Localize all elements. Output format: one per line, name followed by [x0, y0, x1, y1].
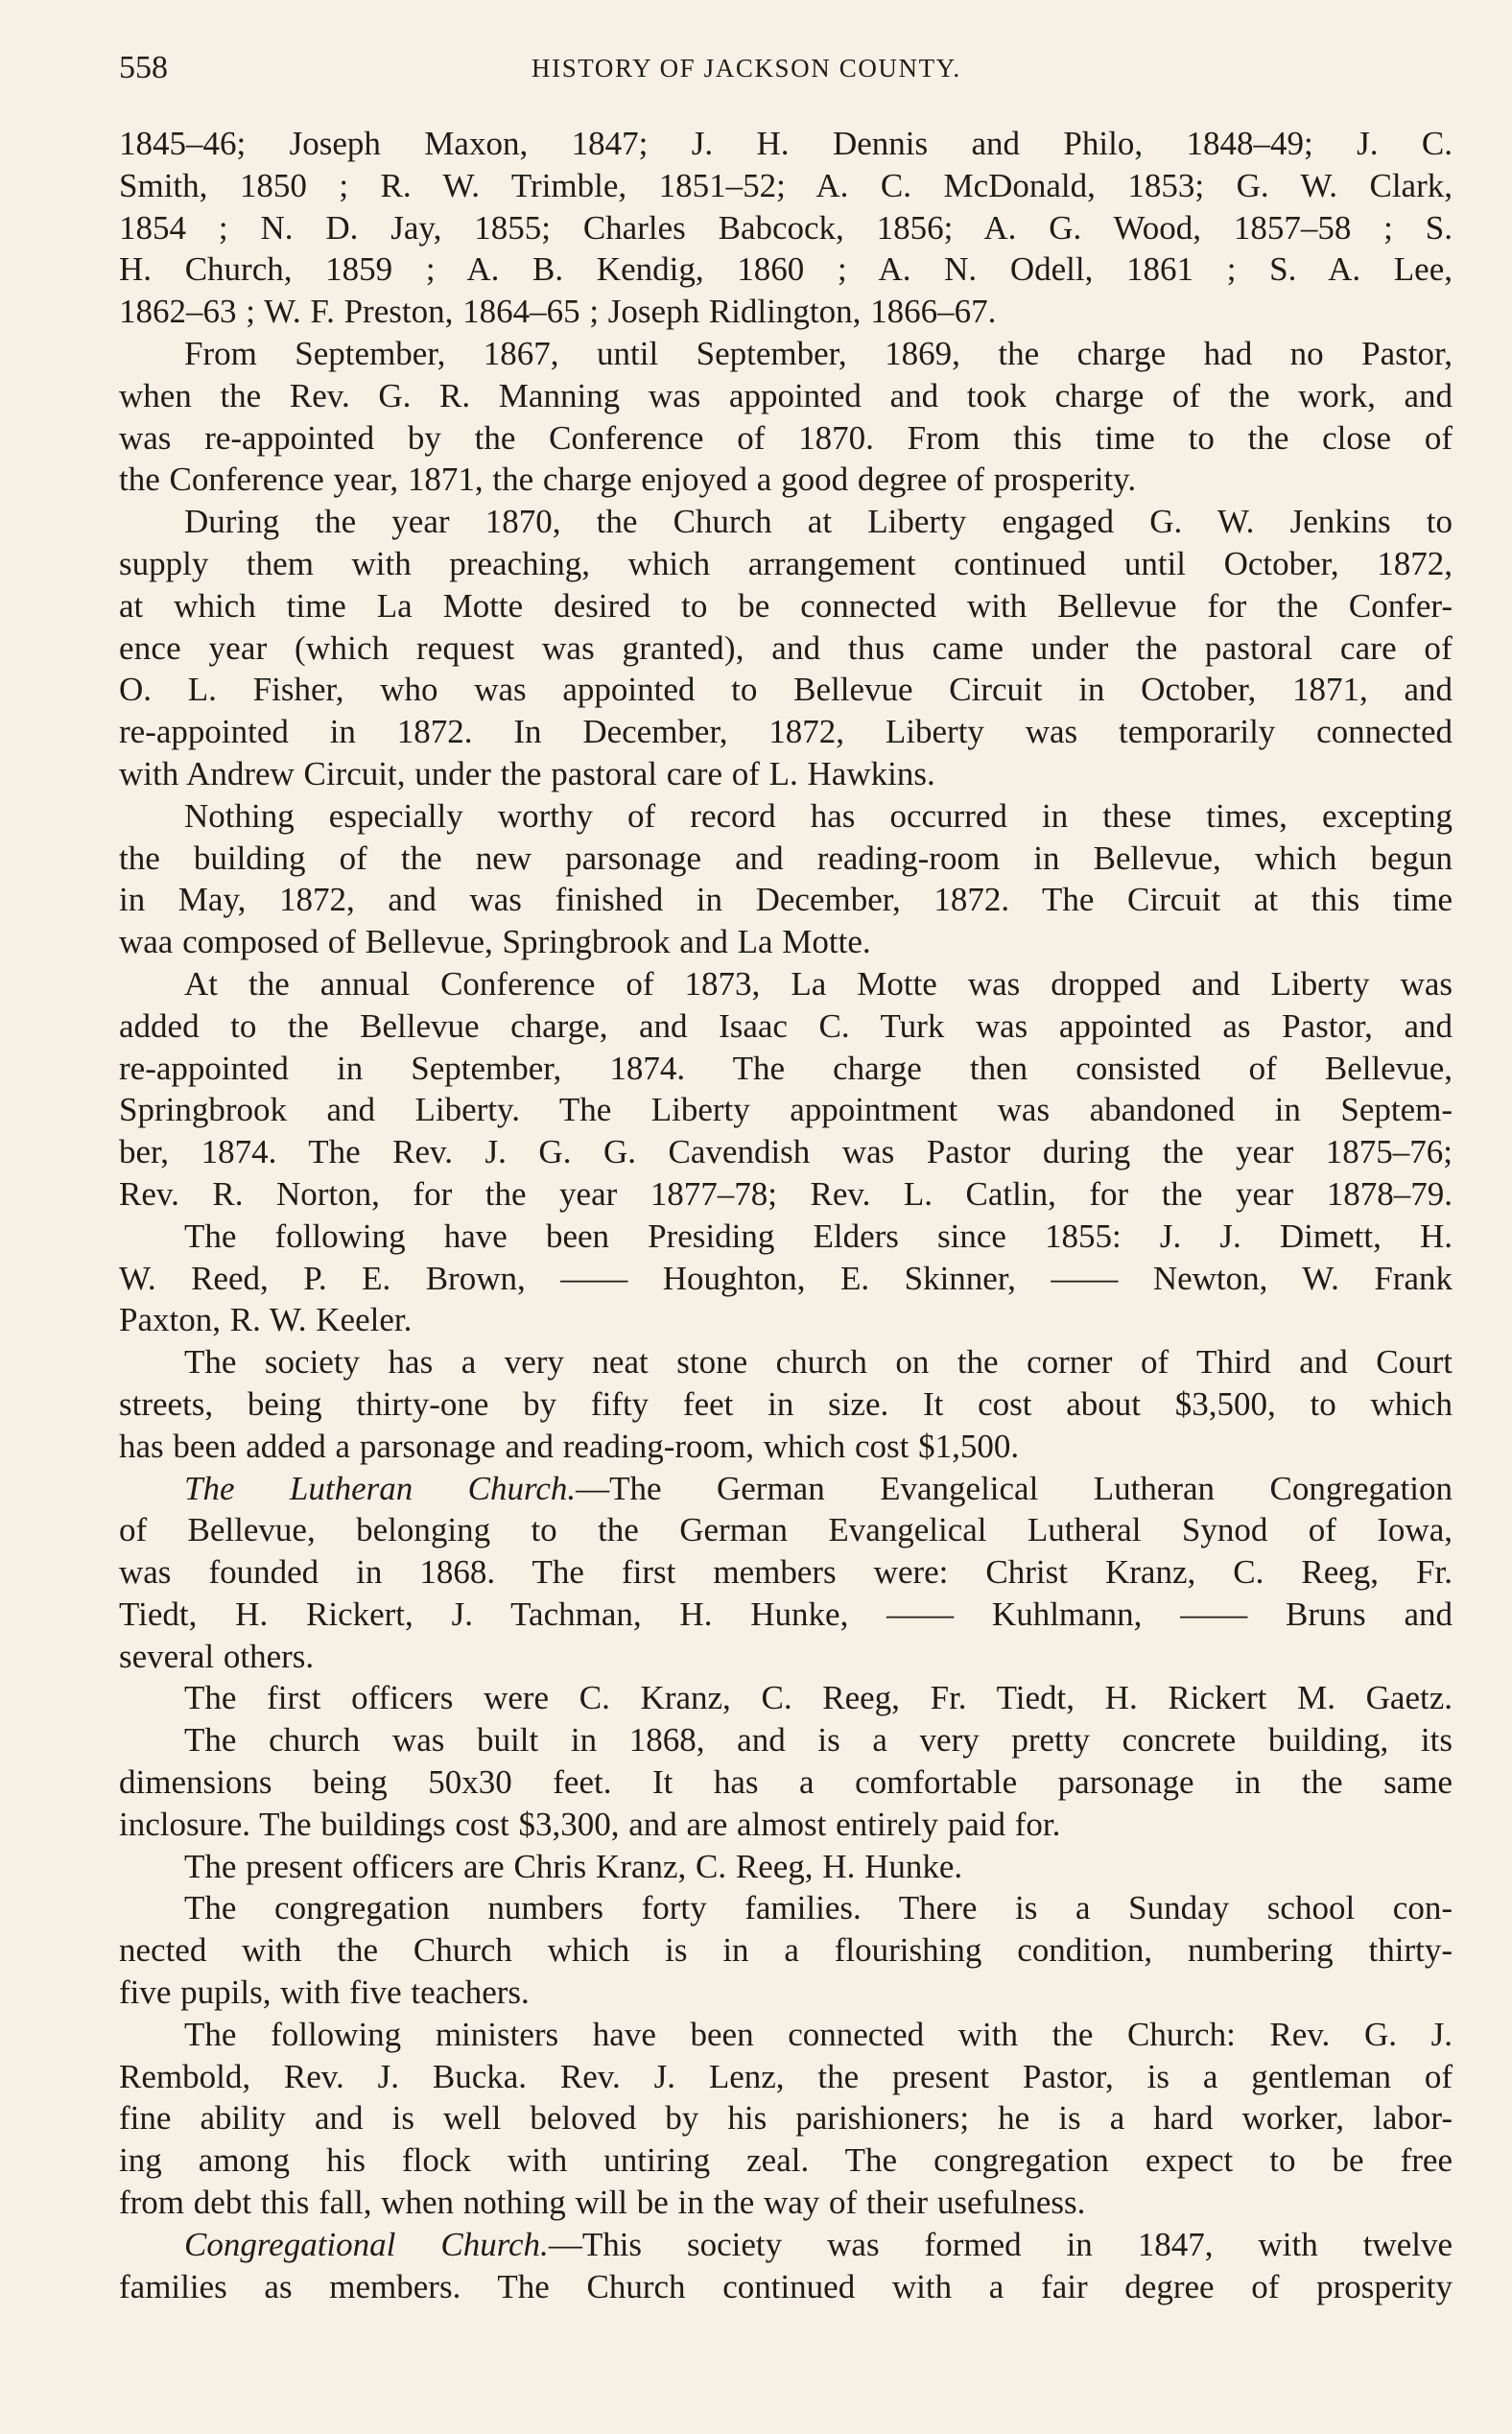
text-line: re-appointed in 1872. In December, 1872, Liberty was temporarily connected [119, 713, 1453, 751]
text-line: 1862–63 ; W. F. Preston, 1864–65 ; Joseph Ridlington, 1866–67. [119, 293, 997, 331]
text-line: ence year (which request was granted), and thus came under the pastoral care of [119, 628, 1453, 667]
text-line: The church was built in 1868, and is a very pretty concrete building, its [184, 1721, 1453, 1760]
text-line: from debt this fall, when nothing will be in the way of their usefulness. [119, 2184, 1086, 2222]
body-text [119, 123, 1453, 2416]
running-header [119, 50, 1453, 88]
text-line: The following ministers have been connected with the Church: Rev. G. J. [184, 2015, 1453, 2053]
running-title: HISTORY OF JACKSON COUNTY. [532, 54, 961, 83]
text-line: fine ability and is well beloved by his parishioners; he is a hard worker, labor- [119, 2099, 1453, 2138]
text-line: Nothing especially worthy of record has occurred in these times, excepting [184, 796, 1453, 835]
text-line: 1845–46; Joseph Maxon, 1847; J. H. Dennis and Philo, 1848–49; J. C. [119, 125, 1453, 162]
text-line: Tiedt, H. Rickert, J. Tachman, H. Hunke, —— Kuhlmann, —— Bruns and [119, 1595, 1453, 1633]
text-line: During the year 1870, the Church at Liberty engaged G. W. Jenkins to [184, 503, 1453, 541]
text-line: when the Rev. G. R. Manning was appointed and took charge of the work, and [119, 376, 1453, 414]
text-line: ing among his flock with untiring zeal. The congregation expect to be free [119, 2141, 1453, 2180]
text-line: with Andrew Circuit, under the pastoral care of L. Hawkins. [119, 754, 935, 792]
text-line: H. Church, 1859 ; A. B. Kendig, 1860 ; A. N. Odell, 1861 ; S. A. Lee, [119, 250, 1453, 289]
text-line: has been added a parsonage and reading-room, which cost $1,500. [119, 1427, 1020, 1465]
text-line: At the annual Conference of 1873, La Motte was dropped and Liberty was [184, 964, 1453, 1003]
text-line: W. Reed, P. E. Brown, —— Houghton, E. Skinner, —— Newton, W. Frank [119, 1259, 1453, 1297]
text-line [119, 2224, 1453, 2266]
text-line: The following have been Presiding Elders since 1855: J. J. Dimett, H. [184, 1217, 1453, 1255]
text-line: inclosure. The buildings cost $3,300, and are almost entirely paid for. [119, 1805, 1061, 1843]
text-line: O. L. Fisher, who was appointed to Bellevue Circuit in October, 1871, and [119, 671, 1453, 709]
section-heading-lutheran: The Lutheran Church. [184, 1469, 577, 1507]
page-number: 558 [119, 50, 168, 85]
text-line: The society has a very neat stone church on the corner of Third and Court [184, 1343, 1453, 1382]
text-line: The first officers were C. Kranz, C. Reeg, Fr. Tiedt, H. Rickert M. Gaetz. [184, 1679, 1453, 1717]
text-line: Rembold, Rev. J. Bucka. Rev. J. Lenz, the present Pastor, is a gentleman of [119, 2057, 1453, 2095]
text-line: Smith, 1850 ; R. W. Trimble, 1851–52; A. C. McDonald, 1853; G. W. Clark, [119, 166, 1453, 204]
text-line: dimensions being 50x30 feet. It has a comfortable parsonage in the same [119, 1763, 1453, 1802]
text-line: the building of the new parsonage and reading-room in Bellevue, which begun [119, 839, 1453, 877]
text-line: added to the Bellevue charge, and Isaac C. Turk was appointed as Pastor, and [119, 1006, 1453, 1045]
text-line: Springbrook and Liberty. The Liberty appointment was abandoned in Septem- [119, 1091, 1453, 1129]
text-line: Paxton, R. W. Keeler. [119, 1301, 413, 1339]
text-line: at which time La Motte desired to be connected with Bellevue for the Confer- [119, 586, 1453, 625]
text-line: 1854 ; N. D. Jay, 1855; Charles Babcock, 1856; A. G. Wood, 1857–58 ; S. [119, 208, 1453, 247]
text-line: supply them with preaching, which arrangement continued until October, 1872, [119, 544, 1453, 582]
text-line: families as members. The Church continued with a fair degree of prosperity [119, 2267, 1453, 2305]
text-line: streets, being thirty-one by fifty feet in size. It cost about $3,500, to which [119, 1384, 1453, 1423]
text-line: five pupils, with five teachers. [119, 1973, 530, 2012]
text-line: waa composed of Bellevue, Springbrook and La Motte. [119, 923, 871, 961]
section-heading-congregational: Congregational Church. [184, 2225, 549, 2263]
text-fragment: —This society was formed in 1847, with twelve [548, 2225, 1453, 2263]
text-line: nected with the Church which is in a flourishing condition, numbering thirty- [119, 1931, 1453, 1970]
text-line: the Conference year, 1871, the charge enjoyed a good degree of prosperity. [119, 461, 1137, 499]
text-line: The congregation numbers forty families. There is a Sunday school con- [184, 1889, 1453, 1927]
text-line [119, 1468, 1453, 1510]
text-line: The present officers are Chris Kranz, C. Reeg, H. Hunke. [184, 1847, 963, 1885]
text-line: of Bellevue, belonging to the German Evangelical Lutheral Synod of Iowa, [119, 1511, 1453, 1549]
text-line: in May, 1872, and was finished in December, 1872. The Circuit at this time [119, 881, 1453, 919]
text-line: was founded in 1868. The first members were: Christ Kranz, C. Reeg, Fr. [119, 1553, 1453, 1592]
text-line: Rev. R. Norton, for the year 1877–78; Rev. L. Catlin, for the year 1878–79. [119, 1174, 1453, 1213]
text-line: From September, 1867, until September, 1869, the charge had no Pastor, [184, 334, 1453, 372]
text-line: several others. [119, 1637, 315, 1675]
text-line: was re-appointed by the Conference of 1870. From this time to the close of [119, 418, 1453, 457]
text-line: ber, 1874. The Rev. J. G. G. Cavendish was Pastor during the year 1875–76; [119, 1133, 1453, 1171]
text-fragment: —The German Evangelical Lutheran Congregation [576, 1469, 1453, 1507]
text-line: re-appointed in September, 1874. The charge then consisted of Bellevue, [119, 1049, 1453, 1087]
